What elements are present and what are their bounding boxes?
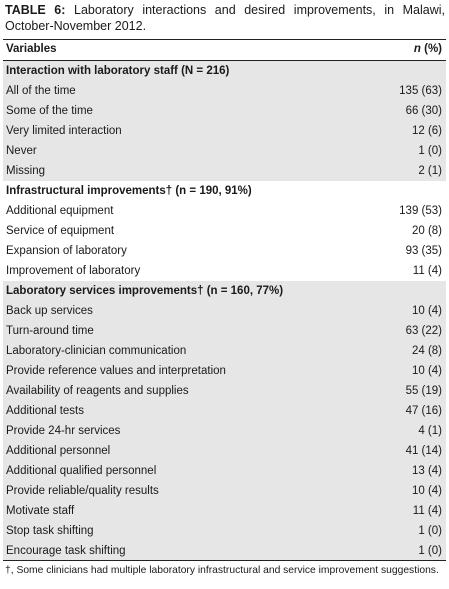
row-value: 135 (63): [399, 85, 442, 97]
row-value: 1 (0): [418, 525, 442, 537]
row-value: 10 (4): [411, 305, 442, 317]
header-n-unit: (%): [424, 43, 442, 55]
row-value: 12 (6): [411, 125, 442, 137]
row-label: Very limited interaction: [6, 125, 122, 137]
section-header-row: [3, 181, 446, 201]
table-row: [3, 421, 446, 441]
table-header: [3, 40, 446, 60]
row-label: Motivate staff: [6, 505, 75, 517]
table-row: [3, 341, 446, 361]
table-row: [3, 301, 446, 321]
table-row: [3, 501, 446, 521]
row-value: 2 (1): [418, 165, 442, 177]
table-row: [3, 401, 446, 421]
table-row: [3, 101, 446, 121]
section-header-row: [3, 61, 446, 81]
row-label: Some of the time: [6, 105, 93, 117]
section-title: Interaction with laboratory staff (N = 216): [6, 65, 230, 77]
table-row: [3, 321, 446, 341]
row-label: Availability of reagents and supplies: [6, 385, 189, 397]
row-value: 63 (22): [405, 325, 442, 337]
row-value: 10 (4): [411, 365, 442, 377]
table-row: [3, 141, 446, 161]
row-label: All of the time: [6, 85, 76, 97]
row-value: 93 (35): [405, 245, 442, 257]
row-value: 139 (53): [399, 205, 442, 217]
table-row: [3, 521, 446, 541]
row-label: Encourage task shifting: [6, 545, 126, 557]
bottom-rule: [3, 560, 446, 561]
header-n: [414, 43, 442, 55]
row-label: Stop task shifting: [6, 525, 94, 537]
table-row: [3, 441, 446, 461]
section-title: Laboratory services improvements† (n = 160, 77%): [6, 285, 284, 297]
row-label: Additional equipment: [6, 205, 114, 217]
table-row: [3, 261, 446, 281]
table-row: [3, 241, 446, 261]
row-label: Additional tests: [6, 405, 84, 417]
row-value: 10 (4): [411, 485, 442, 497]
header-variables: Variables: [6, 43, 57, 55]
row-value: 13 (4): [411, 465, 442, 477]
table-caption: [5, 2, 445, 34]
table-row: [3, 201, 446, 221]
table-row: [3, 381, 446, 401]
row-label: Laboratory-clinician communication: [6, 345, 187, 357]
row-value: 1 (0): [418, 545, 442, 557]
row-value: 24 (8): [411, 345, 442, 357]
row-label: Back up services: [6, 305, 93, 317]
row-value: 47 (16): [405, 405, 442, 417]
table-row: [3, 161, 446, 181]
row-value: 66 (30): [405, 105, 442, 117]
row-value: 11 (4): [412, 505, 442, 517]
table-row: [3, 541, 446, 561]
row-label: Provide reference values and interpretation: [6, 365, 226, 377]
row-value: 55 (19): [405, 385, 442, 397]
row-label: Service of equipment: [6, 225, 115, 237]
table-row: [3, 361, 446, 381]
row-label: Expansion of laboratory: [6, 245, 127, 257]
row-label: Missing: [6, 165, 45, 177]
section-title: Infrastructural improvements† (n = 190, 91%): [6, 185, 252, 197]
table-row: [3, 221, 446, 241]
row-label: Turn-around time: [6, 325, 94, 337]
table-body: [3, 61, 446, 561]
row-label: Additional personnel: [6, 445, 111, 457]
table-row: [3, 81, 446, 101]
caption-text: Laboratory interactions and desired improvements, in Malawi, October-November 2012.: [5, 3, 445, 33]
header-n-symbol: n: [413, 43, 421, 55]
row-label: Provide reliable/quality results: [6, 485, 159, 497]
row-value: 20 (8): [411, 225, 442, 237]
table-row: [3, 461, 446, 481]
row-label: Improvement of laboratory: [6, 265, 141, 277]
row-value: 1 (0): [418, 145, 442, 157]
row-label: Additional qualified personnel: [6, 465, 157, 477]
row-label: Provide 24-hr services: [6, 425, 121, 437]
row-label: Never: [6, 145, 37, 157]
section-header-row: [3, 281, 446, 301]
caption-label: TABLE 6:: [5, 3, 66, 17]
row-value: 4 (1): [418, 425, 442, 437]
row-value: 41 (14): [405, 445, 442, 457]
row-value: 11 (4): [412, 265, 442, 277]
table-footnote: †, Some clinicians had multiple laboratory infrastructural and service improvement suggestions.: [5, 565, 439, 576]
table-row: [3, 121, 446, 141]
table-row: [3, 481, 446, 501]
